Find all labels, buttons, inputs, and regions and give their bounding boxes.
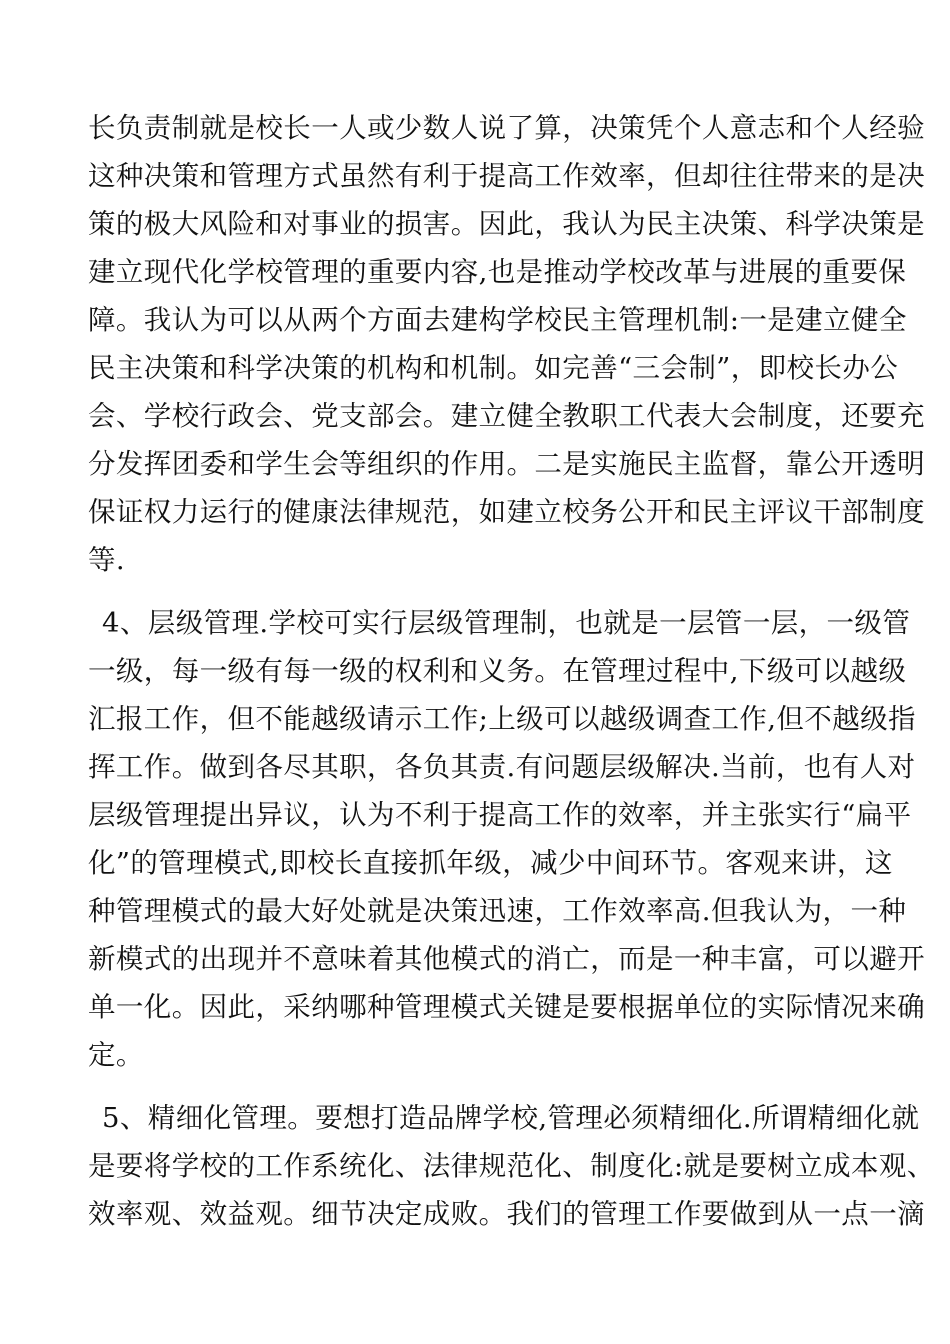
paragraph-line: 汇报工作，但不能越级请示工作;上级可以越级调查工作,但不越级指 <box>88 703 916 735</box>
paragraph-line: 单一化。因此，采纳哪种管理模式关键是要根据单位的实际情况来确 <box>88 991 925 1023</box>
paragraph-line: 新模式的出现并不意味着其他模式的消亡，而是一种丰富，可以避开 <box>88 943 925 975</box>
paragraph-line: 等. <box>88 544 126 576</box>
paragraph-line: 策的极大风险和对事业的损害。因此，我认为民主决策、科学决策是 <box>88 208 925 240</box>
paragraph-line: 建立现代化学校管理的重要内容,也是推动学校改革与进展的重要保 <box>88 256 907 288</box>
section-5-heading-line: 5、精细化管理。要想打造品牌学校,管理必须精细化.所谓精细化就 <box>102 1102 920 1134</box>
paragraph-line: 保证权力运行的健康法律规范，如建立校务公开和民主评议干部制度 <box>88 496 925 528</box>
section-4-heading-line: 4、层级管理.学校可实行层级管理制，也就是一层管一层，一级管 <box>102 607 911 639</box>
paragraph-line: 化”的管理模式,即校长直接抓年级，减少中间环节。客观来讲，这 <box>88 847 893 879</box>
paragraph-line: 分发挥团委和学生会等组织的作用。二是实施民主监督，靠公开透明 <box>88 448 925 480</box>
paragraph-line: 这种决策和管理方式虽然有利于提高工作效率，但却往往带来的是决 <box>88 160 925 192</box>
paragraph-line: 民主决策和科学决策的机构和机制。如完善“三会制”，即校长办公 <box>88 352 899 384</box>
paragraph-line: 定。 <box>88 1039 144 1071</box>
paragraph-line: 一级，每一级有每一级的权利和义务。在管理过程中,下级可以越级 <box>88 655 907 687</box>
paragraph-line: 长负责制就是校长一人或少数人说了算，决策凭个人意志和个人经验 <box>88 112 925 144</box>
paragraph-line: 是要将学校的工作系统化、法律规范化、制度化:就是要树立成本观、 <box>88 1150 935 1182</box>
paragraph-line: 会、学校行政会、党支部会。建立健全教职工代表大会制度，还要充 <box>88 400 925 432</box>
paragraph-line: 挥工作。做到各尽其职，各负其责.有问题层级解决.当前，也有人对 <box>88 751 916 783</box>
paragraph-line: 障。我认为可以从两个方面去建构学校民主管理机制:一是建立健全 <box>88 304 907 336</box>
paragraph-line: 种管理模式的最大好处就是决策迅速，工作效率高.但我认为，一种 <box>88 895 907 927</box>
paragraph-line: 效率观、效益观。细节决定成败。我们的管理工作要做到从一点一滴 <box>88 1198 925 1230</box>
paragraph-line: 层级管理提出异议，认为不利于提高工作的效率，并主张实行“扁平 <box>88 799 912 831</box>
